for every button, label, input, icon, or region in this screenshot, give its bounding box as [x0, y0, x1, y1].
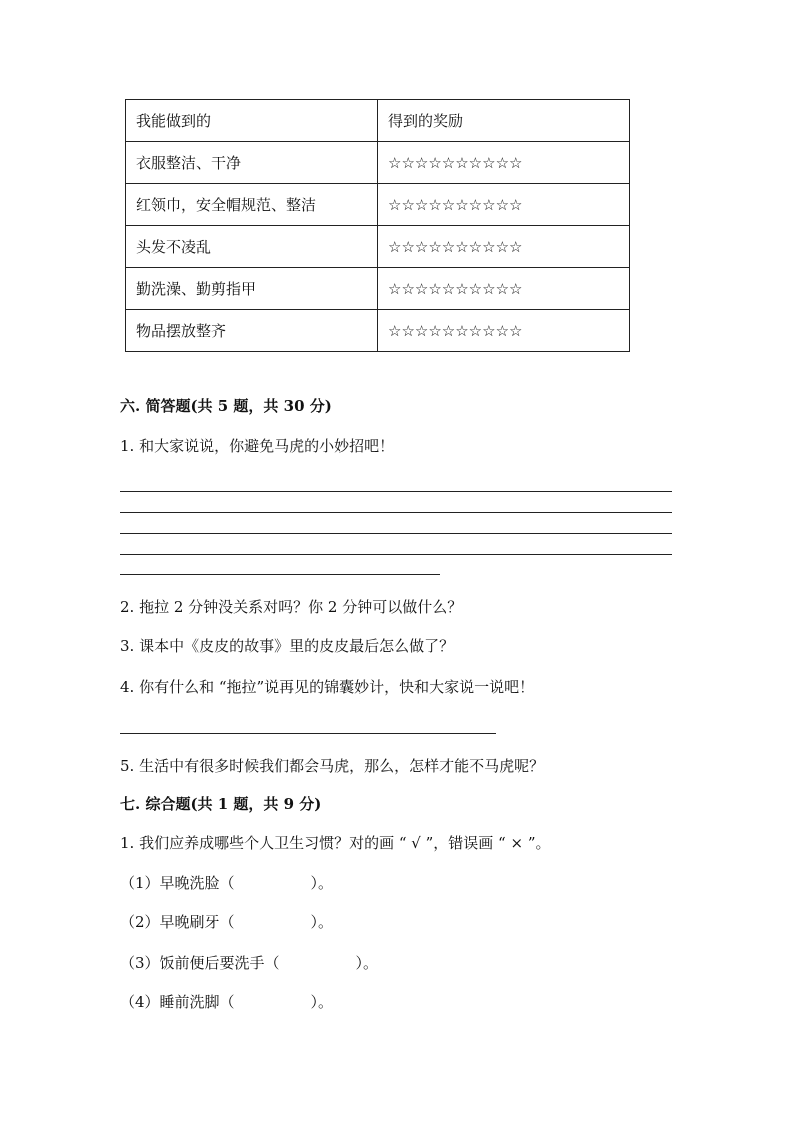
question-text: 5. 生活中有很多时候我们都会马虎，那么，怎样才能不马虎呢？: [120, 757, 545, 775]
habit-item: [120, 912, 333, 932]
table-row: [126, 310, 630, 352]
section-heading-short-answer: 六. 简答题(共 5 题，共 30 分): [120, 397, 332, 415]
table-cell-stars: ☆☆☆☆☆☆☆☆☆☆: [378, 184, 630, 226]
table-cell-stars: ☆☆☆☆☆☆☆☆☆☆: [378, 268, 630, 310]
habit-item-close: ）。: [310, 993, 334, 1011]
habit-item-label: （3）饭前便后要洗手（: [120, 954, 280, 972]
habit-item-label: （1）早晚洗脸（: [120, 874, 235, 892]
question-text: 4. 你有什么和 “拖拉”说再见的锦囊妙计，快和大家说一说吧！: [120, 678, 535, 696]
question-text: 3. 课本中《皮皮的故事》里的皮皮最后怎么做了？: [120, 637, 455, 655]
habit-item: [120, 873, 333, 893]
table-cell-item: 物品摆放整齐: [126, 310, 378, 352]
section-heading-comprehensive: 七. 综合题(共 1 题，共 9 分): [120, 795, 322, 813]
answer-line: [120, 733, 496, 734]
answer-line: [120, 533, 672, 534]
table-cell-stars: ☆☆☆☆☆☆☆☆☆☆: [378, 142, 630, 184]
table-header-cell: 得到的奖励: [378, 100, 630, 142]
habit-item-close: ）。: [310, 874, 334, 892]
question-text: 1. 和大家说说，你避免马虎的小妙招吧！: [120, 437, 395, 455]
habit-item-label: （4）睡前洗脚（: [120, 993, 235, 1011]
table-cell-stars: ☆☆☆☆☆☆☆☆☆☆: [378, 226, 630, 268]
answer-line: [120, 512, 672, 513]
table-row: [126, 226, 630, 268]
habit-item-label: （2）早晚刷牙（: [120, 913, 235, 931]
habit-item-close: ）。: [355, 954, 379, 972]
table-row: [126, 268, 630, 310]
habit-item: [120, 953, 378, 973]
table-cell-item: 衣服整洁、干净: [126, 142, 378, 184]
table-row: [126, 184, 630, 226]
table-header-cell: 我能做到的: [126, 100, 378, 142]
table-cell-item: 红领巾，安全帽规范、整洁: [126, 184, 378, 226]
habit-item-close: ）。: [310, 913, 334, 931]
reward-table: [125, 99, 630, 352]
table-cell-stars: ☆☆☆☆☆☆☆☆☆☆: [378, 310, 630, 352]
answer-line: [120, 554, 672, 555]
table-cell-item: 头发不凌乱: [126, 226, 378, 268]
question-text: 2. 拖拉 2 分钟没关系对吗？你 2 分钟可以做什么？: [120, 598, 463, 616]
habit-item: [120, 992, 333, 1012]
question-text: 1. 我们应养成哪些个人卫生习惯？对的画 “ √ ”，错误画 “ × ”。: [120, 834, 551, 852]
table-cell-item: 勤洗澡、勤剪指甲: [126, 268, 378, 310]
table-header-row: [126, 100, 630, 142]
answer-line: [120, 574, 440, 575]
table-row: [126, 142, 630, 184]
answer-line: [120, 491, 672, 492]
